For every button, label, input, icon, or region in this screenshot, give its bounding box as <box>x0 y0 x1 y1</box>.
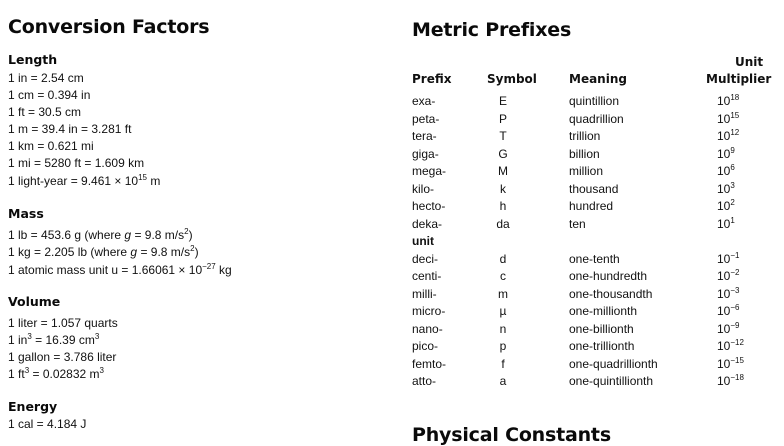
symbol-cell: a <box>499 374 507 388</box>
prefix-cell: deka- <box>412 216 443 231</box>
multiplier-cell: $10^{-3}$ <box>717 285 740 301</box>
symbol-cell: da <box>496 216 510 231</box>
table-row <box>412 234 784 251</box>
table-row <box>412 269 784 286</box>
multiplier-cell: $10^{-18}$ <box>717 373 744 388</box>
prefix-cell: mega- <box>412 164 447 178</box>
multiplier-cell: $10^{-9}$ <box>717 320 740 336</box>
multiplier-cell: $10^{-2}$ <box>717 268 740 283</box>
prefix-cell: nano- <box>412 321 443 336</box>
column-header-meaning: Meaning <box>569 72 627 86</box>
table-row <box>412 287 784 304</box>
table-row <box>412 147 784 164</box>
column-header-prefix: Prefix <box>412 72 452 86</box>
multiplier-cell: $10^{15}$ <box>717 110 740 126</box>
conversion-factors-title: Conversion Factors <box>8 16 210 38</box>
table-row <box>412 304 784 321</box>
symbol-cell: k <box>500 181 506 196</box>
prefix-cell: atto- <box>412 374 437 388</box>
conversion-line: 1 kg = 2.205 lb (where g = 9.8 $m/s^2$) <box>8 244 199 259</box>
prefix-cell: micro- <box>412 304 446 318</box>
conversion-line: 1 km = 0.621 mi <box>8 139 94 153</box>
table-row <box>412 182 784 199</box>
conversion-line: 1 cm = 0.394 in <box>8 88 91 102</box>
conversion-line: 1 m = 39.4 in = 3.281 ft <box>8 122 132 136</box>
multiplier-cell: $10^{12}$ <box>717 128 740 143</box>
prefix-cell: milli- <box>412 286 437 301</box>
prefix-cell: kilo- <box>412 181 435 196</box>
symbol-cell: T <box>499 129 507 143</box>
symbol-cell: f <box>501 356 505 371</box>
conversion-line: 1 $in^3 = 16.39$ $cm^3$ <box>8 332 100 347</box>
section-heading-energy: Energy <box>8 399 58 414</box>
table-row <box>412 339 784 356</box>
meaning-cell: one-quintillionth <box>569 374 654 388</box>
multiplier-cell: $10^{-1}$ <box>717 250 740 266</box>
prefix-cell: centi- <box>412 269 442 283</box>
conversion-line: 1 atomic mass unit $u = 1.66061 \times 10^{-27}$ kg <box>8 262 232 277</box>
section-heading-mass: Mass <box>8 206 44 221</box>
conversion-line: 1 liter = 1.057 quarts <box>8 316 118 330</box>
metric-prefixes-title: Metric Prefixes <box>412 19 572 41</box>
symbol-cell: d <box>499 251 507 266</box>
table-row <box>412 129 784 146</box>
multiplier-cell: $10^2$ <box>717 198 735 213</box>
meaning-cell: one-thousandth <box>569 286 653 301</box>
table-row <box>412 322 784 339</box>
conversion-line: 1 light-year = $9.461 \times 10^{15}$ m <box>8 173 161 188</box>
multiplier-cell: $10^9$ <box>717 145 735 161</box>
symbol-cell: m <box>498 286 508 301</box>
multiplier-cell: $10^{18}$ <box>717 93 740 108</box>
symbol-cell: c <box>500 269 506 283</box>
table-row <box>412 164 784 181</box>
symbol-cell: p <box>499 339 507 353</box>
meaning-cell: million <box>569 164 604 178</box>
prefix-cell: femto- <box>412 356 447 371</box>
meaning-cell: trillion <box>569 129 601 143</box>
symbol-cell: µ <box>499 304 507 318</box>
multiplier-cell: $10^{-15}$ <box>717 355 744 371</box>
table-row <box>412 357 784 374</box>
conversion-line: 1 cal = 4.184 J <box>8 417 87 431</box>
prefix-cell: pico- <box>412 339 439 353</box>
conversion-line: 1 $ft^3 = 0.02832$ $m^3$ <box>8 366 104 381</box>
column-header-symbol: Symbol <box>487 72 537 86</box>
table-row <box>412 374 784 391</box>
prefix-cell: peta- <box>412 111 440 126</box>
table-row <box>412 199 784 216</box>
meaning-cell: one-quadrillionth <box>569 356 658 371</box>
symbol-cell: E <box>498 94 507 108</box>
meaning-cell: one-billionth <box>569 321 634 336</box>
multiplier-cell: $10^{-12}$ <box>717 338 744 353</box>
section-heading-volume: Volume <box>8 294 61 309</box>
table-row <box>412 112 784 129</box>
meaning-cell: one-millionth <box>569 304 638 318</box>
meaning-cell: ten <box>569 216 586 231</box>
meaning-cell: hundred <box>569 199 614 213</box>
table-row <box>412 252 784 269</box>
column-header-multiplier: Multiplier <box>706 72 772 86</box>
multiplier-cell: $10^3$ <box>717 180 735 196</box>
prefix-cell: exa- <box>412 94 436 108</box>
symbol-cell: G <box>498 146 508 161</box>
meaning-cell: billion <box>569 146 600 161</box>
meaning-cell: one-hundredth <box>569 269 648 283</box>
section-heading-length: Length <box>8 52 58 67</box>
conversion-line: 1 lb = 453.6 g (where g = 9.8 $m/s^2$) <box>8 227 193 242</box>
multiplier-cell: $10^6$ <box>717 163 735 178</box>
prefix-cell: unit <box>412 234 434 248</box>
table-row <box>412 217 784 234</box>
symbol-cell: n <box>499 321 507 336</box>
table-row <box>412 94 784 111</box>
meaning-cell: quintillion <box>569 94 620 108</box>
prefix-cell: hecto- <box>412 199 446 213</box>
multiplier-cell: $10^1$ <box>717 215 735 231</box>
prefix-cell: deci- <box>412 251 439 266</box>
physical-constants-title: Physical Constants <box>412 424 611 446</box>
conversion-line: 1 gallon = 3.786 liter <box>8 350 117 364</box>
meaning-cell: one-trillionth <box>569 339 635 353</box>
conversion-line: 1 mi = 5280 ft = 1.609 km <box>8 156 145 170</box>
prefix-cell: tera- <box>412 129 437 143</box>
meaning-cell: quadrillion <box>569 111 624 126</box>
multiplier-cell: $10^{-6}$ <box>717 303 740 318</box>
symbol-cell: P <box>498 111 507 126</box>
conversion-line: 1 in = 2.54 cm <box>8 71 84 85</box>
symbol-cell: M <box>498 164 508 178</box>
conversion-line: 1 ft = 30.5 cm <box>8 105 82 119</box>
prefix-cell: giga- <box>412 146 439 161</box>
symbol-cell: h <box>499 199 507 213</box>
meaning-cell: one-tenth <box>569 251 620 266</box>
meaning-cell: thousand <box>569 181 619 196</box>
column-header-unit-top: Unit <box>735 55 764 69</box>
